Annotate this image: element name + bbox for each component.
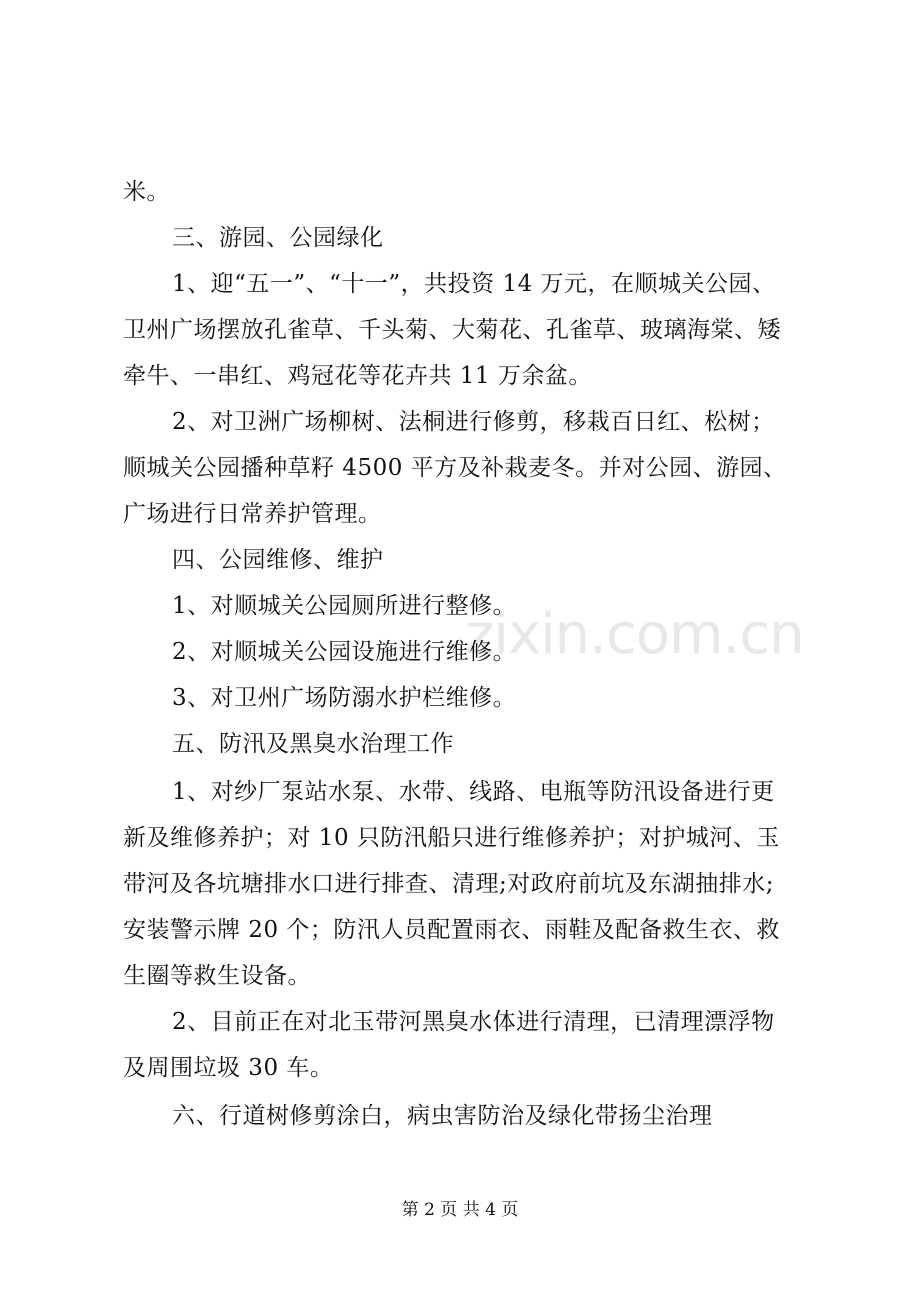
- text-line: 1、迎“五一”、“十一”，共投资 14 万元，在顺城关公园、: [172, 271, 776, 297]
- text-line: 广场进行日常养护管理。: [123, 501, 382, 527]
- section-heading: 六、行道树修剪涂白，病虫害防治及绿化带扬尘治理: [172, 1103, 713, 1129]
- text-line: 安装警示牌 20 个；防汛人员配置雨衣、雨鞋及配备救生衣、救: [123, 917, 780, 943]
- section-heading: 五、防汛及黑臭水治理工作: [172, 731, 454, 757]
- text-line: 生圈等救生设备。: [123, 963, 311, 989]
- section-heading: 三、游园、公园绿化: [172, 225, 384, 251]
- text-line: 米。: [123, 179, 170, 205]
- text-line: 2、目前正在对北玉带河黑臭水体进行清理，已清理漂浮物: [172, 1009, 775, 1035]
- text-line: 新及维修养护；对 10 只防汛船只进行维修养护；对护城河、玉: [123, 825, 780, 851]
- text-line: 卫州广场摆放孔雀草、千头菊、大菊花、孔雀草、玻璃海棠、矮: [123, 317, 781, 343]
- section-heading: 四、公园维修、维护: [172, 547, 384, 573]
- text-line: 1、对纱厂泵站水泵、水带、线路、电瓶等防汛设备进行更: [172, 779, 775, 805]
- text-line: 顺城关公园播种草籽 4500 平方及补栽麦冬。并对公园、游园、: [123, 455, 787, 481]
- page-number-footer: 第 2 页 共 4 页: [401, 1200, 519, 1220]
- watermark: zixin.com.cn: [465, 602, 804, 667]
- text-line: 及周围垃圾 30 车。: [123, 1055, 334, 1081]
- text-line: 带河及各坑塘排水口进行排查、清理;对政府前坑及东湖抽排水;: [123, 871, 774, 897]
- text-line: 2、对顺城关公园设施进行维修。: [172, 639, 517, 665]
- text-line: 2、对卫洲广场柳树、法桐进行修剪，移栽百日红、松树；: [172, 409, 775, 435]
- text-line: 牵牛、一串红、鸡冠花等花卉共 11 万余盆。: [123, 363, 592, 389]
- text-line: 1、对顺城关公园厕所进行整修。: [172, 593, 517, 619]
- text-line: 3、对卫州广场防溺水护栏维修。: [172, 685, 517, 711]
